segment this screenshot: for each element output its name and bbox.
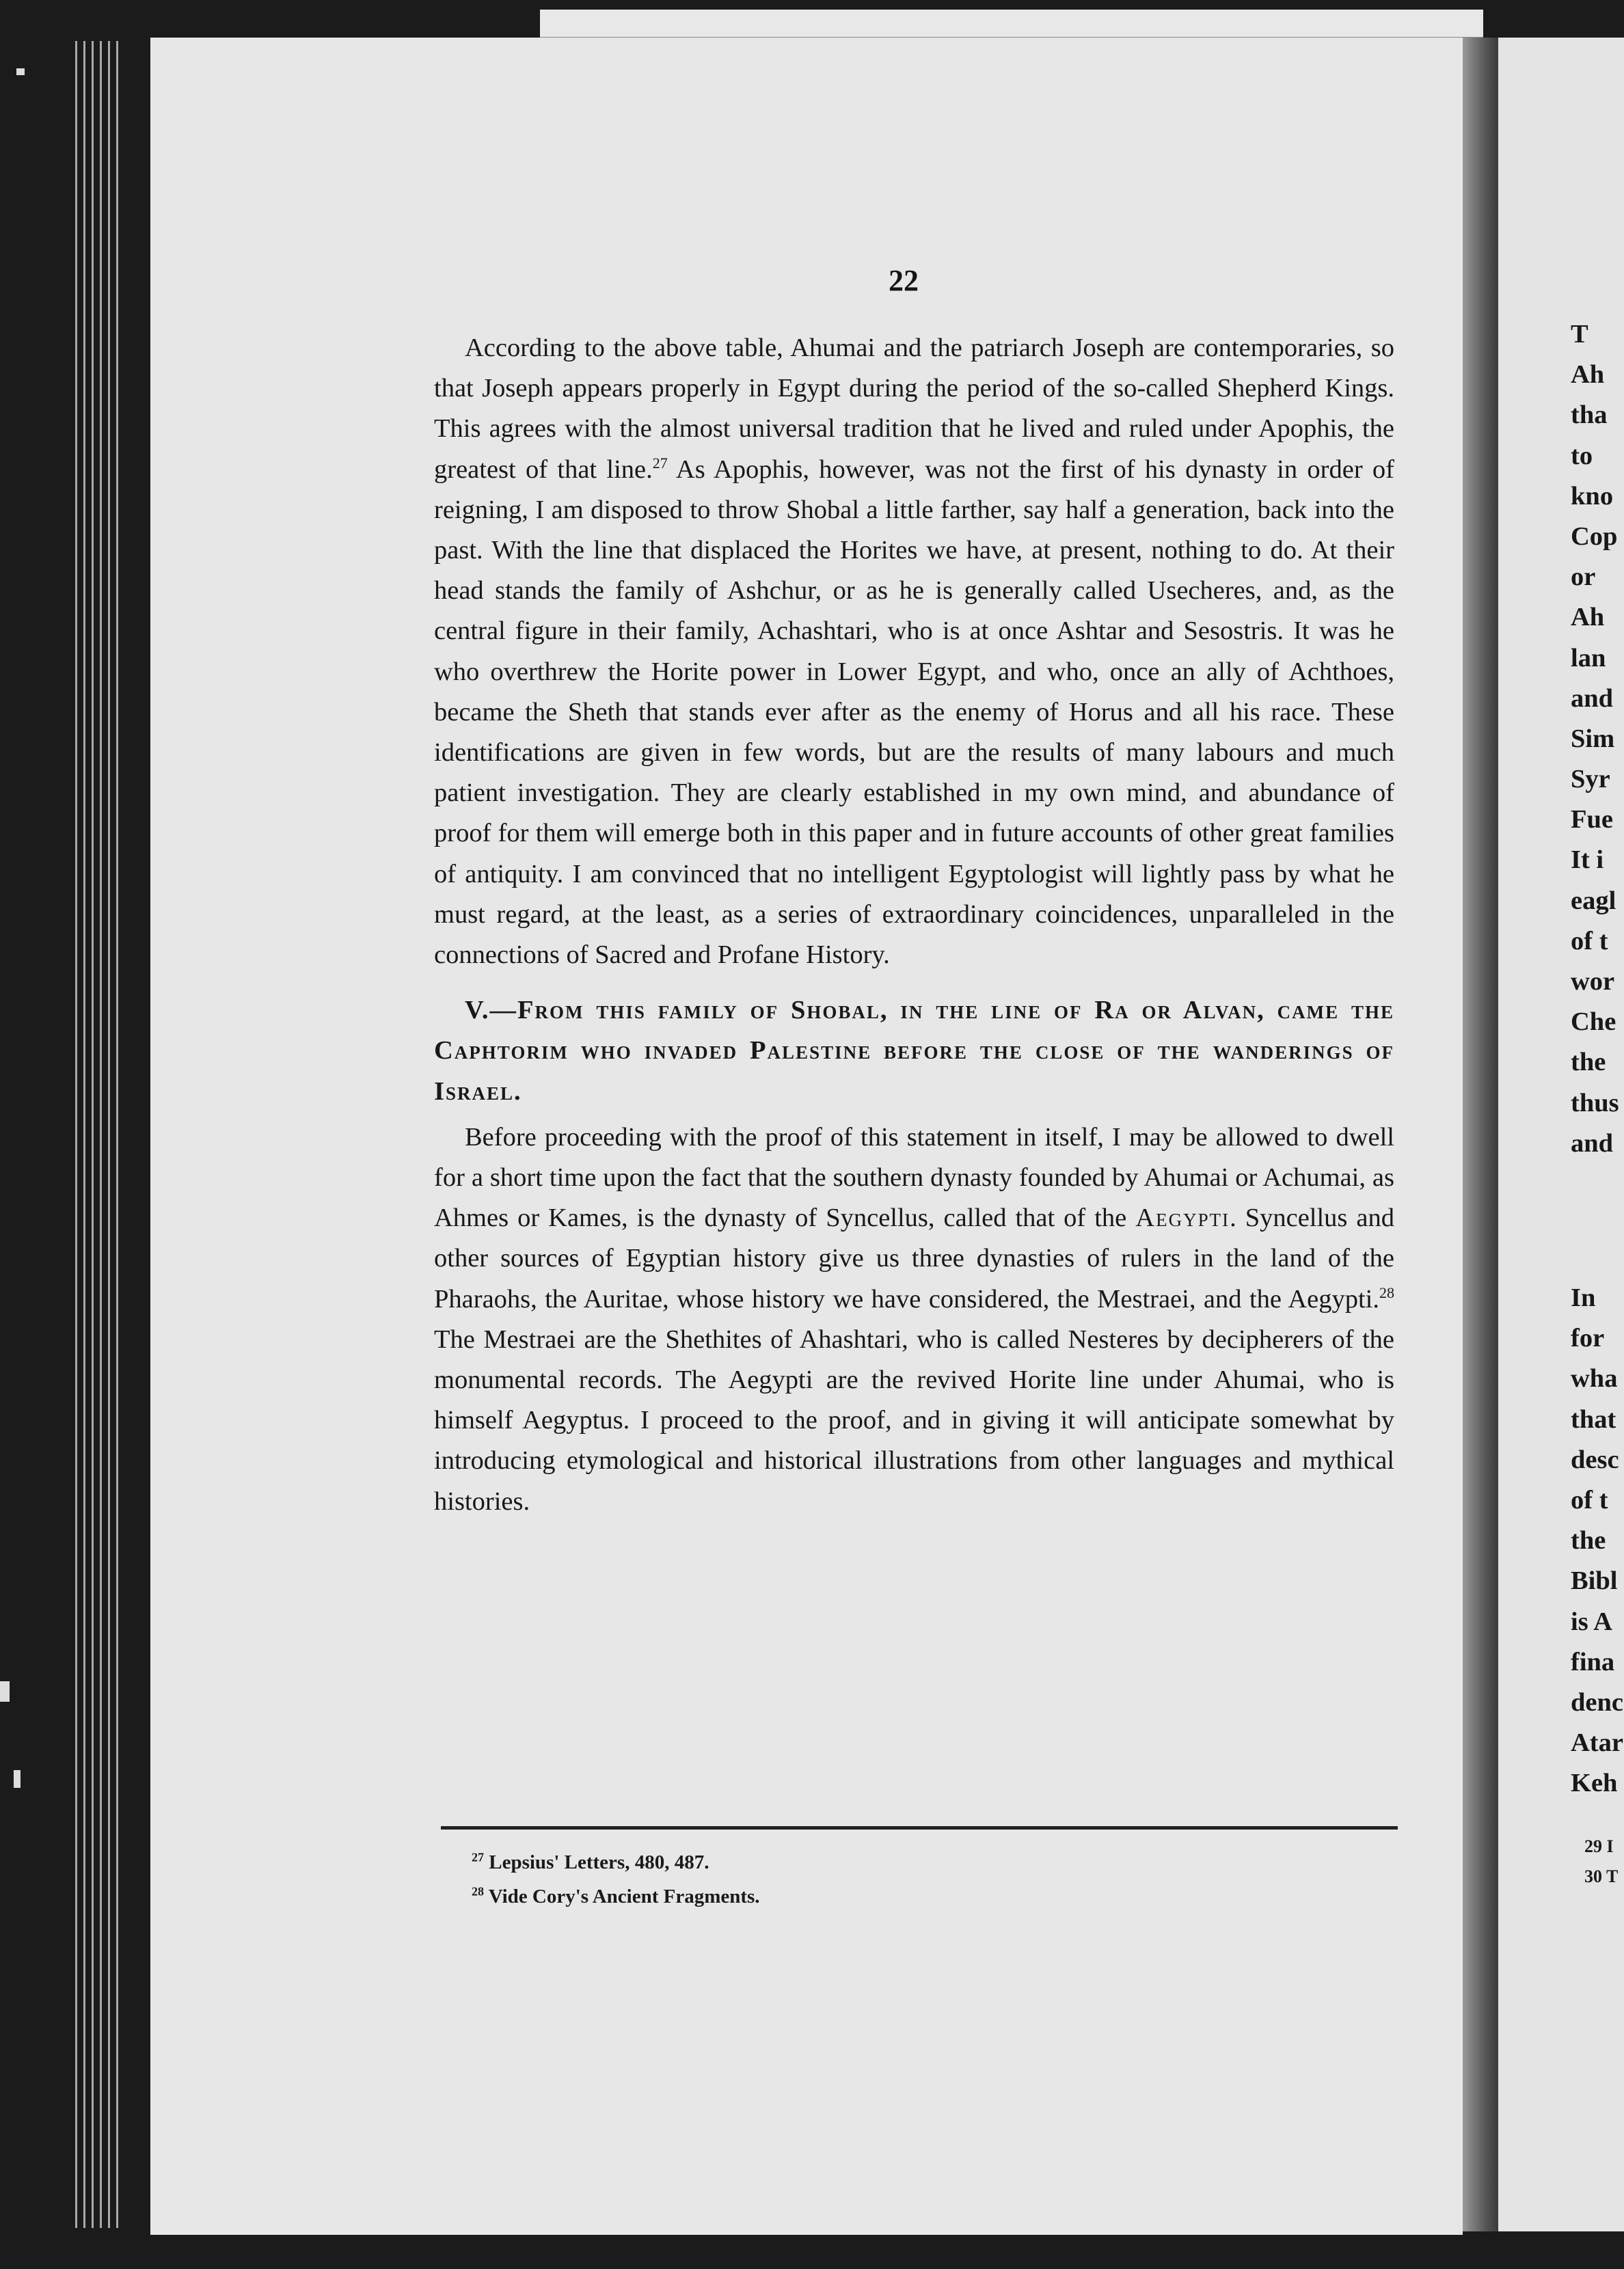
facing-page-line: Keh xyxy=(1571,1769,1618,1798)
footnote-ref: 27 xyxy=(652,454,668,472)
footnote-number: 28 xyxy=(472,1884,484,1899)
footnote-rule xyxy=(441,1826,1398,1830)
footnote-ref: 28 xyxy=(1379,1283,1394,1301)
facing-page-line: Che xyxy=(1571,1007,1616,1037)
page-edge xyxy=(83,41,85,2228)
footnote-number: 27 xyxy=(472,1850,484,1864)
footnote-text: Vide Cory's Ancient Fragments. xyxy=(488,1886,760,1907)
facing-page-line: and xyxy=(1571,683,1614,713)
facing-page-line: lan xyxy=(1571,643,1606,672)
facing-page-line: T xyxy=(1571,320,1588,349)
facing-page-line: Syr xyxy=(1571,765,1610,794)
facing-page-line: wor xyxy=(1571,967,1615,996)
paragraph-1 xyxy=(434,328,1394,975)
page-edge xyxy=(116,41,118,2228)
facing-page-text-bottom xyxy=(1571,1278,1624,1804)
facing-page-line: is A xyxy=(1571,1607,1612,1636)
facing-page-line: of t xyxy=(1571,1485,1608,1514)
facing-page-line: the xyxy=(1571,1526,1606,1555)
text-segment: Before proceeding with the proof of this statement in itself, I may be allowed to dwell for a short time upon the fact that the southern dynasty founded by Ahumai or Achumai, as Ahmes or Kames, is the dynasty of Syncellus, called that of the xyxy=(434,1122,1394,1233)
small-caps-term: Aegypti xyxy=(1135,1204,1230,1233)
facing-page-line: Fue xyxy=(1571,805,1614,834)
footnotes xyxy=(472,1845,760,1914)
facing-page-line: eagl xyxy=(1571,886,1616,915)
facing-page-line: denc xyxy=(1571,1687,1623,1717)
facing-page-line: for xyxy=(1571,1324,1605,1353)
footnote xyxy=(472,1845,760,1879)
facing-page-footnote: 30 T xyxy=(1584,1866,1619,1886)
facing-page-text-top xyxy=(1571,314,1624,1164)
body-text xyxy=(434,328,1394,1522)
scan-speck xyxy=(0,1681,10,1702)
facing-page-line: desc xyxy=(1571,1445,1619,1474)
page-top-edge xyxy=(540,10,1483,39)
facing-page-line: thus xyxy=(1571,1088,1619,1117)
facing-page-line: or xyxy=(1571,562,1596,592)
facing-page-line: tha xyxy=(1571,400,1608,430)
facing-page-line: kno xyxy=(1571,481,1614,511)
facing-page-line: and xyxy=(1571,1128,1614,1158)
facing-page-line: to xyxy=(1571,441,1593,470)
page-edge xyxy=(75,41,77,2228)
text-segment: As Apophis, however, was not the first of his dynasty in order of reigning, I am disposed to throw Shobal a little farther, say half a generation, back into the past. With the line that displaced the Horites we have, at present, nothing to do. At their head stands the family of Ashchur, or as he is generally called Usecheres, and, as the central figure in their family, Achashtari, who is at once Ashtar and Sesostris. It was he who overthrew the Horite power in Lower Egypt, and who, once an ally of Achthoes, became the Sheth that stands ever after as the enemy of Horus and all his race. These identifications are given in few words, but are the results of many labours and much patient investigation. They are clearly established in my own mind, and abundance of proof for them will emerge both in this paper and in future accounts of other great families of antiquity. I am convinced that no intelligent Egyptologist will lightly pass by what he must regard, at the least, as a series of extraordinary coincidences, unparalleled in the connections of Sacred and Profane History. xyxy=(434,454,1395,970)
book-gutter xyxy=(1463,38,1498,2231)
footnote xyxy=(472,1879,760,1914)
scan-speck xyxy=(16,68,25,75)
facing-page-footnote: 29 I xyxy=(1584,1836,1614,1856)
text-segment: . Syncellus and other sources of Egyptian history give us three dynasties of rulers in the land of the Pharaohs, the Auritae, whose history we have considered, the Mestraei, and the Aegypti. xyxy=(434,1204,1394,1314)
facing-page-line: wha xyxy=(1571,1364,1618,1394)
facing-page-line: Ah xyxy=(1571,603,1605,632)
facing-page-line: Bibl xyxy=(1571,1566,1618,1596)
facing-page-line: of t xyxy=(1571,926,1608,955)
facing-page-line: Sim xyxy=(1571,724,1615,753)
page-edge xyxy=(100,41,102,2228)
facing-page-line: the xyxy=(1571,1048,1606,1077)
text-segment: According to the above table, Ahumai and the patriarch Joseph are contemporaries, so that Joseph appears properly in Egypt during the period of the so-called Shepherd Kings. This agrees with the almost universal tradition that he lived and ruled under Apophis, the greatest of that line. xyxy=(434,334,1394,484)
scan-speck xyxy=(14,1770,21,1788)
facing-page-line: In xyxy=(1571,1283,1596,1312)
facing-page-line: that xyxy=(1571,1404,1616,1434)
footnote-text: Lepsius' Letters, 480, 487. xyxy=(489,1851,709,1873)
stacked-page-edges xyxy=(75,41,116,2228)
facing-page-footnotes xyxy=(1584,1832,1618,1892)
facing-page-line: fina xyxy=(1571,1647,1615,1676)
facing-page-line: Atar xyxy=(1571,1728,1623,1758)
page-edge xyxy=(108,41,110,2228)
text-segment: The Mestraei are the Shethites of Ahashtari, who is called Nesteres by decipherers of the monumental records. The Aegypti are the revived Horite line under Ahumai, who is himself Aegyptus. I proceed to the proof, and in giving it will anticipate somewhat by introducing etymological and historical illustrations from other languages and mythical histories. xyxy=(434,1324,1394,1516)
section-heading: V.—From this family of Shobal, in the line of Ra or Alvan, came the Caphtorim who invaded Palestine before the close of the wanderings of Israel. xyxy=(434,996,1394,1106)
page-edge xyxy=(92,41,94,2228)
page-number: 22 xyxy=(889,264,919,297)
facing-page-line: It i xyxy=(1571,845,1604,875)
paragraph-2 xyxy=(434,1117,1394,1522)
facing-page-line: Ah xyxy=(1571,360,1605,390)
facing-page-line: Cop xyxy=(1571,521,1618,551)
